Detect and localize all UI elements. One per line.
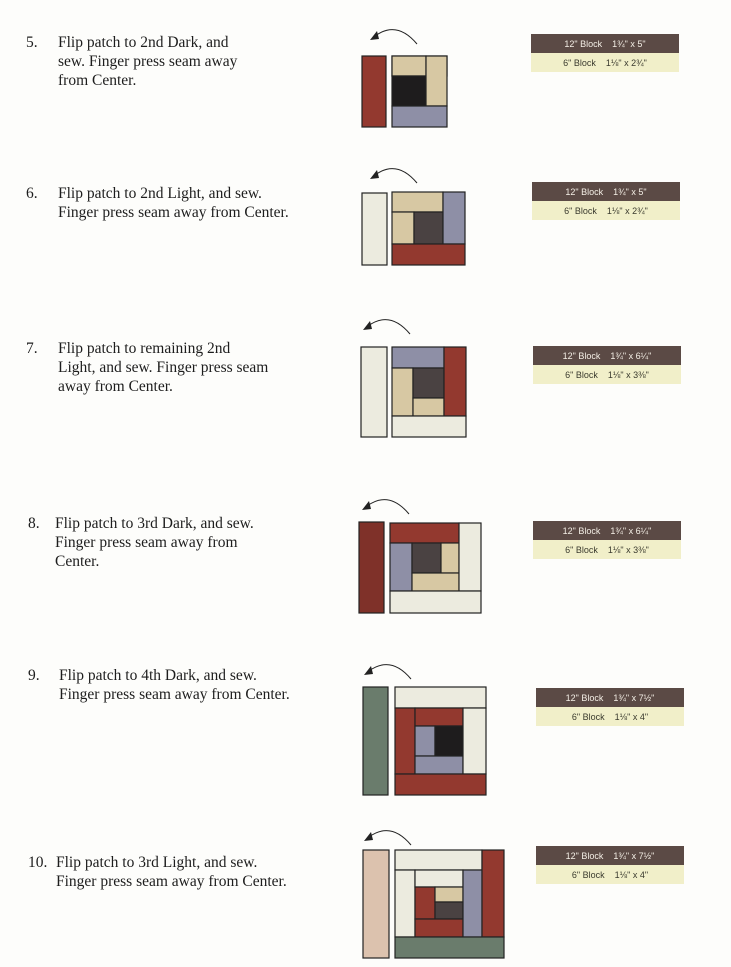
row-6-inch: 6" Block 1⅛" x 2¾" [532,201,680,220]
row-12-inch: 12" Block 1¾" x 5" [532,182,680,201]
step-number: 8. [28,515,40,532]
row-12-inch: 12" Block 1¾" x 6¼" [533,346,681,365]
loose-strip [362,56,386,127]
step-number: 7. [26,340,38,357]
row-12-inch: 12" Block 1¾" x 7½" [536,688,684,707]
instruction-line: Light, and sew. Finger press seam [58,359,269,376]
block-diagram [353,492,488,617]
patch-strip [392,244,465,265]
flip-arrow-icon [369,831,411,845]
step-number: 10. [28,854,48,871]
patch-strip [392,347,444,368]
patch-strip [390,523,459,543]
flip-arrow-icon [368,320,410,334]
patch-strip [412,573,459,591]
instruction-line: away from Center. [58,378,173,395]
flip-arrow-icon [375,30,417,44]
patch-strip [415,919,463,937]
flip-arrow-icon [367,500,409,514]
row-6-inch: 6" Block 1⅛" x 2¾" [531,53,679,72]
patch-strip [463,708,486,774]
instruction-line: from Center. [58,72,137,89]
patch-strip [395,870,415,937]
loose-strip [362,193,387,265]
instruction-line: sew. Finger press seam away [58,53,238,70]
patch-strip [413,398,444,416]
patch-strip [392,192,443,212]
block-diagram [355,163,470,273]
arrowhead-icon [362,501,371,510]
row-6-inch: 6" Block 1⅛" x 4" [536,865,684,884]
cut-size-table [536,688,684,726]
cut-size-table [533,346,681,384]
arrowhead-icon [364,666,373,675]
instruction-line: Finger press seam away from [55,534,238,551]
patch-strip [415,726,435,756]
loose-strip [361,347,387,437]
patch-strip [415,756,463,774]
instruction-line: Finger press seam away from Center. [58,204,289,221]
patch-strip [395,850,482,870]
instruction-line: Finger press seam away from Center. [56,873,287,890]
cut-size-table [533,521,681,559]
cut-size-table [536,846,684,884]
arrowhead-icon [364,832,373,841]
patch-strip [482,850,504,937]
patch-strip [444,347,466,416]
arrowhead-icon [363,321,372,330]
instruction-line: Flip patch to 3rd Dark, and sew. [55,515,254,532]
patch-strip [392,368,413,416]
patch-strip [392,56,426,76]
loose-strip [363,850,389,958]
row-12-inch: 12" Block 1¾" x 5" [531,34,679,53]
patch-strip [441,543,459,573]
arrowhead-icon [370,31,379,40]
loose-strip [363,687,388,795]
instruction-line: Flip patch to 2nd Dark, and [58,34,229,51]
cut-size-table [531,34,679,72]
loose-strip [359,522,384,613]
block-diagram [355,314,470,439]
step-number: 6. [26,185,38,202]
instruction-line: Finger press seam away from Center. [59,686,290,703]
patch-strip [463,870,482,937]
row-12-inch: 12" Block 1¾" x 6¼" [533,521,681,540]
block-diagram [355,24,455,134]
patch-strip [392,76,426,106]
patch-strip [390,591,481,613]
step-number: 9. [28,667,40,684]
patch-strip [392,106,447,127]
patch-strip [414,212,443,244]
row-12-inch: 12" Block 1¾" x 7½" [536,846,684,865]
instruction-line: Flip patch to 4th Dark, and sew. [59,667,257,684]
patch-strip [390,543,412,591]
block-diagram [357,657,492,802]
patch-strip [435,902,463,919]
patch-strip [395,774,486,795]
patch-strip [415,870,463,887]
cut-size-table [532,182,680,220]
flip-arrow-icon [375,169,417,183]
patch-strip [395,937,504,958]
instruction-line: Flip patch to remaining 2nd [58,340,231,357]
patch-strip [435,726,463,756]
instruction-line: Center. [55,553,100,570]
row-6-inch: 6" Block 1⅛" x 3⅜" [533,365,681,384]
flip-arrow-icon [369,665,411,679]
block-diagram [357,820,512,965]
patch-strip [392,416,466,437]
patch-strip [426,56,447,106]
patch-strip [395,708,415,774]
patch-strip [413,368,444,398]
step-number: 5. [26,34,38,51]
instruction-line: Flip patch to 3rd Light, and sew. [56,854,258,871]
patch-strip [412,543,441,573]
row-6-inch: 6" Block 1⅛" x 3⅜" [533,540,681,559]
patch-strip [392,212,414,244]
arrowhead-icon [370,170,379,179]
row-6-inch: 6" Block 1⅛" x 4" [536,707,684,726]
patch-strip [415,887,435,919]
patch-strip [395,687,486,708]
instruction-line: Flip patch to 2nd Light, and sew. [58,185,262,202]
patch-strip [435,887,463,902]
patch-strip [443,192,465,244]
patch-strip [415,708,463,726]
patch-strip [459,523,481,591]
